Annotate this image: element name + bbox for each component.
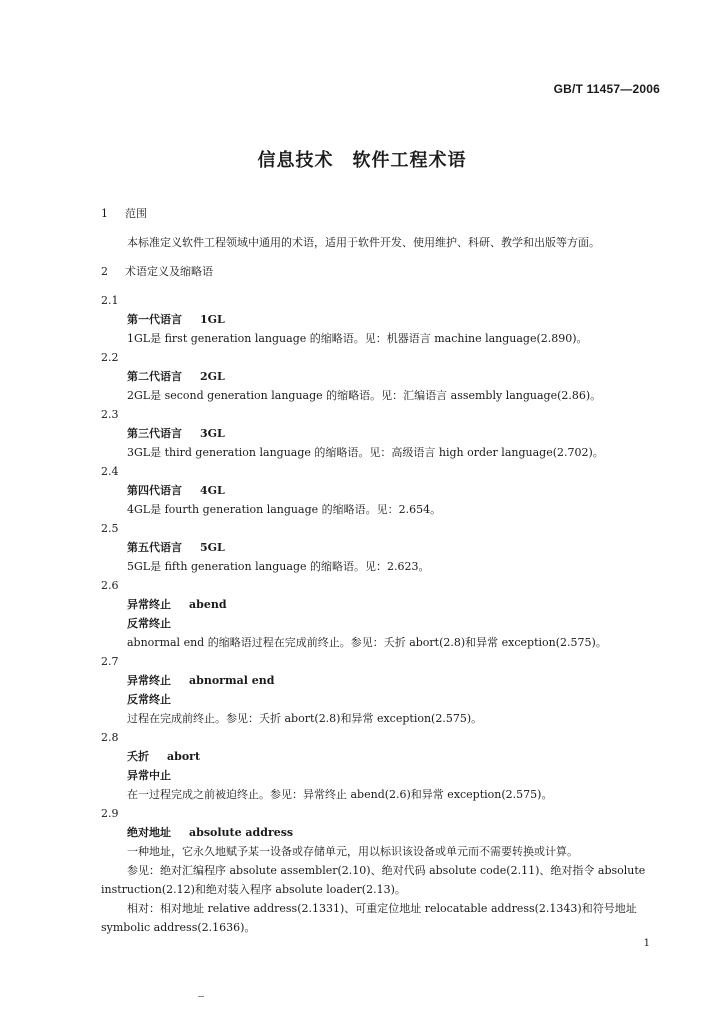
term-cn: 第三代语言: [127, 427, 182, 440]
term-entry: [101, 804, 665, 937]
term-en: absolute address: [189, 826, 294, 839]
term-see-also: 参见：绝对汇编程序 absolute assembler(2.10)、绝对代码 absolute code(2.11)、绝对指令 absolute: [127, 864, 646, 877]
entry-number: 2.7: [101, 655, 119, 668]
term-heading: [101, 538, 665, 557]
entry-number: 2.2: [101, 351, 119, 364]
section-heading: [101, 262, 665, 281]
section-title: 术语定义及缩略语: [125, 265, 213, 278]
term-en: 4GL: [200, 484, 225, 497]
term-entry: [101, 728, 665, 804]
term-heading: [101, 481, 665, 500]
term-heading: [101, 671, 665, 690]
term-entry: [101, 348, 665, 405]
term-definition: 在一过程完成之前被迫终止。参见：异常终止 abend(2.6)和异常 exception(2.575)。: [127, 788, 553, 801]
term-en: abnormal end: [189, 674, 275, 687]
term-definition: abnormal end 的缩略语过程在完成前终止。参见：夭折 abort(2.8)和异常 exception(2.575)。: [127, 636, 607, 649]
entry-number: 2.8: [101, 731, 119, 744]
term-synonym: 反常终止: [127, 693, 171, 706]
standard-number: GB/T 11457—2006: [553, 82, 660, 96]
term-heading: [101, 747, 665, 766]
section-heading: [101, 204, 665, 223]
term-entry: [101, 462, 665, 519]
scope-paragraph: 本标准定义软件工程领域中通用的术语，适用于软件开发、使用维护、科研、教学和出版等方面。: [127, 236, 600, 249]
scan-mark: [198, 996, 204, 997]
document-title: 信息技术 软件工程术语: [257, 150, 467, 171]
term-entry: [101, 405, 665, 462]
term-cn: 绝对地址: [127, 826, 171, 839]
term-see-also-cont: instruction(2.12)和绝对装入程序 absolute loader(2.13)。: [101, 883, 406, 896]
entry-number: 2.4: [101, 465, 119, 478]
term-en: 1GL: [200, 313, 225, 326]
entry-number: 2.5: [101, 522, 119, 535]
term-definition: 一种地址，它永久地赋予某一设备或存储单元，用以标识该设备或单元而不需要转换或计算。: [127, 845, 578, 858]
term-heading: [101, 310, 665, 329]
term-definition: 1GL是 first generation language 的缩略语。见：机器语言 machine language(2.890)。: [127, 332, 588, 345]
term-synonym: 异常中止: [127, 769, 171, 782]
section-title: 范围: [125, 207, 147, 220]
term-definition: 3GL是 third generation language 的缩略语。见：高级语言 high order language(2.702)。: [127, 446, 604, 459]
term-cn: 异常终止: [127, 598, 171, 611]
entry-number: 2.9: [101, 807, 119, 820]
term-contrast: 相对：相对地址 relative address(2.1331)、可重定位地址 relocatable address(2.1343)和符号地址: [127, 902, 637, 915]
term-en: abend: [189, 598, 227, 611]
entry-number: 2.3: [101, 408, 119, 421]
term-heading: [101, 823, 665, 842]
term-cn: 异常终止: [127, 674, 171, 687]
term-heading: [101, 595, 665, 614]
term-definition: 2GL是 second generation language 的缩略语。见：汇编语言 assembly language(2.86)。: [127, 389, 602, 402]
term-definition: 过程在完成前终止。参见：夭折 abort(2.8)和异常 exception(2.575)。: [127, 712, 483, 725]
term-cn: 第五代语言: [127, 541, 182, 554]
term-cn: 第四代语言: [127, 484, 182, 497]
term-definition: 5GL是 fifth generation language 的缩略语。见：2.623。: [127, 560, 430, 573]
section-number: 1: [101, 207, 108, 220]
term-en: abort: [167, 750, 201, 763]
term-heading: [101, 367, 665, 386]
term-en: 5GL: [200, 541, 225, 554]
term-definition: 4GL是 fourth generation language 的缩略语。见：2.654。: [127, 503, 442, 516]
term-heading: [101, 424, 665, 443]
term-entry: [101, 519, 665, 576]
document-body: [101, 204, 665, 937]
term-entry: [101, 291, 665, 348]
term-cn: 夭折: [127, 750, 149, 763]
term-en: 2GL: [200, 370, 225, 383]
section-number: 2: [101, 265, 108, 278]
entry-number: 2.6: [101, 579, 119, 592]
term-contrast-cont: symbolic address(2.1636)。: [101, 921, 256, 934]
term-entry: [101, 576, 665, 652]
term-entry: [101, 652, 665, 728]
term-en: 3GL: [200, 427, 225, 440]
page-number: 1: [643, 938, 650, 949]
term-cn: 第二代语言: [127, 370, 182, 383]
term-synonym: 反常终止: [127, 617, 171, 630]
term-cn: 第一代语言: [127, 313, 182, 326]
entry-number: 2.1: [101, 294, 119, 307]
